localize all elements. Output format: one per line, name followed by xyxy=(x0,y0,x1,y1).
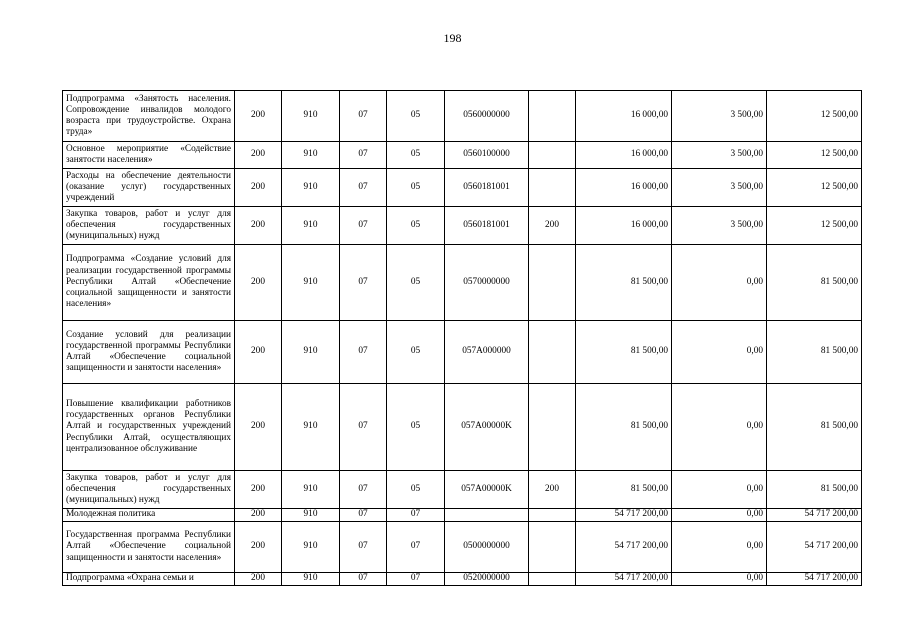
cell-c6 xyxy=(529,169,576,207)
cell-c5: 0560181001 xyxy=(445,169,529,207)
cell-c2: 910 xyxy=(282,384,340,471)
cell-c2: 910 xyxy=(282,91,340,142)
cell-v1: 16 000,00 xyxy=(576,207,672,245)
table-row xyxy=(63,509,862,522)
cell-c6: 200 xyxy=(529,471,576,509)
cell-v3: 12 500,00 xyxy=(767,169,862,207)
cell-c2: 910 xyxy=(282,471,340,509)
cell-c4: 05 xyxy=(387,471,445,509)
cell-c2: 910 xyxy=(282,169,340,207)
table-row xyxy=(63,321,862,384)
cell-v2: 3 500,00 xyxy=(672,142,767,169)
page-number: 198 xyxy=(443,31,462,45)
row-name: Подпрограмма «Занятость населения. Сопровождение инвалидов молодого возраста при трудоустройстве. Охрана труда» xyxy=(63,91,235,142)
cell-v2: 3 500,00 xyxy=(672,169,767,207)
cell-v1: 81 500,00 xyxy=(576,384,672,471)
cell-c6 xyxy=(529,573,576,586)
cell-c4: 05 xyxy=(387,169,445,207)
cell-c1: 200 xyxy=(235,142,282,169)
cell-c3: 07 xyxy=(340,169,387,207)
cell-c5: 0570000000 xyxy=(445,245,529,321)
cell-c2: 910 xyxy=(282,142,340,169)
cell-v3: 12 500,00 xyxy=(767,207,862,245)
cell-c3: 07 xyxy=(340,471,387,509)
table-row xyxy=(63,522,862,573)
row-name: Молодежная политика xyxy=(63,509,235,522)
table-row xyxy=(63,245,862,321)
cell-c3: 07 xyxy=(340,207,387,245)
cell-v3: 81 500,00 xyxy=(767,321,862,384)
cell-c2: 910 xyxy=(282,207,340,245)
cell-v3: 81 500,00 xyxy=(767,471,862,509)
cell-c5: 0560000000 xyxy=(445,91,529,142)
row-name: Закупка товаров, работ и услуг для обеспечения государственных (муниципальных) нужд xyxy=(63,207,235,245)
cell-c3: 07 xyxy=(340,509,387,522)
cell-v2: 0,00 xyxy=(672,384,767,471)
cell-c4: 07 xyxy=(387,573,445,586)
cell-c5: 0500000000 xyxy=(445,522,529,573)
cell-c1: 200 xyxy=(235,509,282,522)
cell-v1: 54 717 200,00 xyxy=(576,522,672,573)
cell-c1: 200 xyxy=(235,91,282,142)
cell-c6 xyxy=(529,91,576,142)
cell-c6 xyxy=(529,384,576,471)
cell-v3: 81 500,00 xyxy=(767,384,862,471)
cell-c1: 200 xyxy=(235,471,282,509)
cell-c5: 057A00000K xyxy=(445,471,529,509)
row-name: Основное мероприятие «Содействие занятости населения» xyxy=(63,142,235,169)
cell-c4: 07 xyxy=(387,522,445,573)
cell-c2: 910 xyxy=(282,509,340,522)
cell-c3: 07 xyxy=(340,91,387,142)
row-name: Подпрограмма «Охрана семьи и xyxy=(63,573,235,586)
cell-c1: 200 xyxy=(235,321,282,384)
cell-v2: 0,00 xyxy=(672,522,767,573)
cell-v1: 81 500,00 xyxy=(576,245,672,321)
table-row xyxy=(63,91,862,142)
cell-c5 xyxy=(445,509,529,522)
cell-c6 xyxy=(529,142,576,169)
table-row xyxy=(63,471,862,509)
cell-v3: 54 717 200,00 xyxy=(767,522,862,573)
cell-c1: 200 xyxy=(235,573,282,586)
cell-v3: 54 717 200,00 xyxy=(767,573,862,586)
row-name: Закупка товаров, работ и услуг для обеспечения государственных (муниципальных) нужд xyxy=(63,471,235,509)
cell-c5: 057A000000 xyxy=(445,321,529,384)
table-row xyxy=(63,142,862,169)
cell-c4: 07 xyxy=(387,509,445,522)
cell-c1: 200 xyxy=(235,169,282,207)
cell-c5: 0560181001 xyxy=(445,207,529,245)
cell-c4: 05 xyxy=(387,384,445,471)
row-name: Государственная программа Республики Алтай «Обеспечение социальной защищенности и занятости населения» xyxy=(63,522,235,573)
cell-c4: 05 xyxy=(387,91,445,142)
cell-v2: 3 500,00 xyxy=(672,207,767,245)
cell-c4: 05 xyxy=(387,142,445,169)
table-body xyxy=(63,91,862,586)
cell-c6 xyxy=(529,321,576,384)
cell-c6 xyxy=(529,245,576,321)
row-name: Создание условий для реализации государственной программы Республики Алтай «Обеспечение социальной защищенности и занятости населения» xyxy=(63,321,235,384)
cell-c1: 200 xyxy=(235,384,282,471)
cell-c3: 07 xyxy=(340,573,387,586)
cell-v2: 0,00 xyxy=(672,573,767,586)
cell-v3: 12 500,00 xyxy=(767,91,862,142)
row-name: Подпрограмма «Создание условий для реализации государственной программы Республики Алтай «Обеспечение социальной защищенности и занятости населения» xyxy=(63,245,235,321)
table-row xyxy=(63,207,862,245)
cell-c2: 910 xyxy=(282,321,340,384)
cell-v3: 54 717 200,00 xyxy=(767,509,862,522)
row-name: Расходы на обеспечение деятельности (оказание услуг) государственных учреждений xyxy=(63,169,235,207)
row-name: Повышение квалификации работников государственных органов Республики Алтай и государственных учреждений Республики Алтай, осуществляющих централизованное обслуживание xyxy=(63,384,235,471)
cell-c5: 057A00000K xyxy=(445,384,529,471)
cell-c4: 05 xyxy=(387,207,445,245)
cell-c3: 07 xyxy=(340,384,387,471)
cell-c4: 05 xyxy=(387,245,445,321)
cell-c2: 910 xyxy=(282,522,340,573)
cell-v2: 0,00 xyxy=(672,471,767,509)
cell-c5: 0520000000 xyxy=(445,573,529,586)
cell-v1: 54 717 200,00 xyxy=(576,573,672,586)
cell-v2: 3 500,00 xyxy=(672,91,767,142)
cell-c1: 200 xyxy=(235,207,282,245)
cell-c1: 200 xyxy=(235,522,282,573)
cell-c3: 07 xyxy=(340,321,387,384)
cell-v3: 81 500,00 xyxy=(767,245,862,321)
cell-c2: 910 xyxy=(282,245,340,321)
cell-v1: 16 000,00 xyxy=(576,169,672,207)
cell-v3: 12 500,00 xyxy=(767,142,862,169)
budget-table xyxy=(62,90,862,586)
cell-c6 xyxy=(529,522,576,573)
cell-v1: 16 000,00 xyxy=(576,142,672,169)
cell-c3: 07 xyxy=(340,142,387,169)
cell-v2: 0,00 xyxy=(672,509,767,522)
table-row xyxy=(63,169,862,207)
cell-c5: 0560100000 xyxy=(445,142,529,169)
cell-c3: 07 xyxy=(340,245,387,321)
cell-c6 xyxy=(529,509,576,522)
cell-v2: 0,00 xyxy=(672,321,767,384)
cell-c4: 05 xyxy=(387,321,445,384)
cell-c2: 910 xyxy=(282,573,340,586)
cell-c3: 07 xyxy=(340,522,387,573)
cell-v1: 81 500,00 xyxy=(576,321,672,384)
cell-c1: 200 xyxy=(235,245,282,321)
cell-v2: 0,00 xyxy=(672,245,767,321)
cell-v1: 81 500,00 xyxy=(576,471,672,509)
cell-c6: 200 xyxy=(529,207,576,245)
cell-v1: 16 000,00 xyxy=(576,91,672,142)
table-row xyxy=(63,384,862,471)
cell-v1: 54 717 200,00 xyxy=(576,509,672,522)
table-row xyxy=(63,573,862,586)
